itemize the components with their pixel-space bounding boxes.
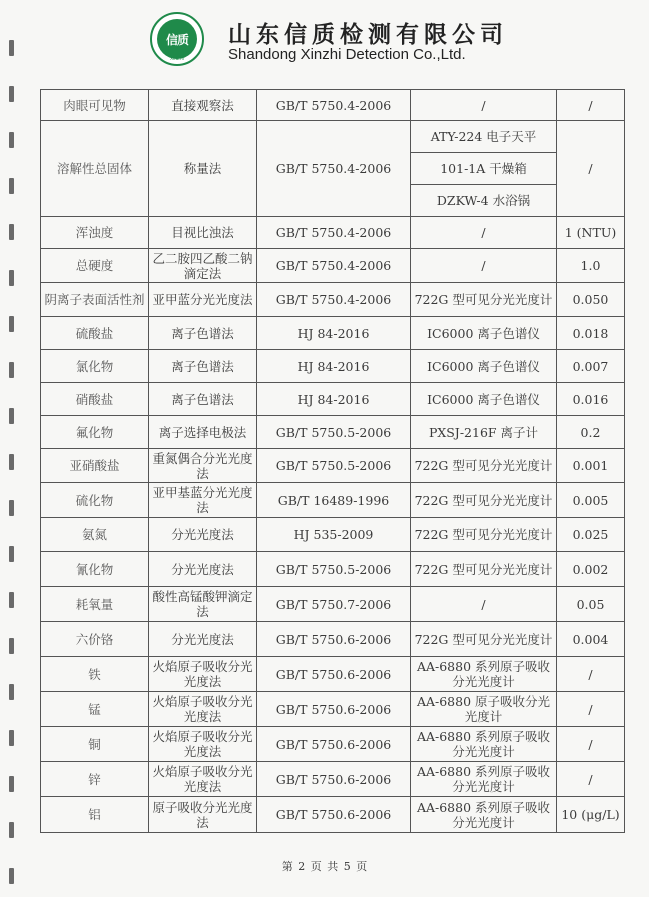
instrument-cell: IC6000 离子色谱仪 [411, 383, 557, 416]
standard-cell: GB/T 5750.6-2006 [257, 762, 411, 797]
method-cell: 目视比浊法 [149, 217, 257, 249]
instrument-cell: PXSJ-216F 离子计 [411, 416, 557, 449]
limit-cell: 0.016 [557, 383, 625, 416]
method-cell: 乙二胺四乙酸二钠滴定法 [149, 249, 257, 283]
item-cell: 肉眼可见物 [41, 90, 149, 121]
standard-cell: GB/T 5750.4-2006 [257, 90, 411, 121]
instrument-cell: / [411, 587, 557, 622]
company-logo-icon [150, 12, 204, 66]
item-cell: 溶解性总固体 [41, 121, 149, 217]
standard-cell: HJ 535-2009 [257, 518, 411, 552]
standard-cell: HJ 84-2016 [257, 317, 411, 350]
item-cell: 阴离子表面活性剂 [41, 283, 149, 317]
method-cell: 离子色谱法 [149, 317, 257, 350]
standard-cell: HJ 84-2016 [257, 350, 411, 383]
limit-cell: 1 (NTU) [557, 217, 625, 249]
method-cell: 分光光度法 [149, 518, 257, 552]
item-cell: 氟化物 [41, 416, 149, 449]
standard-cell: GB/T 5750.5-2006 [257, 449, 411, 483]
table-row [41, 383, 625, 416]
instrument-cell: 722G 型可见分光光度计 [411, 518, 557, 552]
standard-cell: GB/T 5750.5-2006 [257, 416, 411, 449]
limit-cell: / [557, 121, 625, 217]
standard-cell: GB/T 5750.6-2006 [257, 657, 411, 692]
table-row [41, 692, 625, 727]
instrument-cell: ATY-224 电子天平 [411, 121, 557, 153]
logo-text: 信质 [157, 19, 197, 59]
instrument-cell: AA-6880 系列原子吸收分光光度计 [411, 727, 557, 762]
company-name-en: Shandong Xinzhi Detection Co.,Ltd. [228, 46, 466, 63]
limit-cell: 0.007 [557, 350, 625, 383]
instrument-cell: 722G 型可见分光光度计 [411, 622, 557, 657]
table-row [41, 90, 625, 121]
standard-cell: GB/T 5750.6-2006 [257, 692, 411, 727]
standard-cell: GB/T 5750.7-2006 [257, 587, 411, 622]
instrument-cell: 722G 型可见分光光度计 [411, 552, 557, 587]
item-cell: 耗氧量 [41, 587, 149, 622]
table-row [41, 283, 625, 317]
table-row [41, 449, 625, 483]
table-row [41, 483, 625, 518]
instrument-cell: AA-6880 原子吸收分光光度计 [411, 692, 557, 727]
table-row [41, 797, 625, 833]
item-cell: 总硬度 [41, 249, 149, 283]
standard-cell: GB/T 5750.6-2006 [257, 727, 411, 762]
table-row [41, 552, 625, 587]
test-methods-table [40, 89, 625, 833]
limit-cell: 0.005 [557, 483, 625, 518]
limit-cell: / [557, 762, 625, 797]
method-cell: 离子色谱法 [149, 350, 257, 383]
method-cell: 称量法 [149, 121, 257, 217]
table-row [41, 249, 625, 283]
standard-cell: GB/T 5750.6-2006 [257, 622, 411, 657]
limit-cell: 0.050 [557, 283, 625, 317]
method-cell: 分光光度法 [149, 622, 257, 657]
standard-cell: GB/T 16489-1996 [257, 483, 411, 518]
method-cell: 火焰原子吸收分光光度法 [149, 692, 257, 727]
method-cell: 亚甲蓝分光光度法 [149, 283, 257, 317]
table-row [41, 217, 625, 249]
limit-cell: 10 (μg/L) [557, 797, 625, 833]
standard-cell: GB/T 5750.4-2006 [257, 249, 411, 283]
instrument-cell: IC6000 离子色谱仪 [411, 317, 557, 350]
limit-cell: 0.002 [557, 552, 625, 587]
item-cell: 铜 [41, 727, 149, 762]
method-cell: 分光光度法 [149, 552, 257, 587]
method-cell: 直接观察法 [149, 90, 257, 121]
limit-cell: 1.0 [557, 249, 625, 283]
table-row [41, 587, 625, 622]
limit-cell: 0.004 [557, 622, 625, 657]
standard-cell: GB/T 5750.4-2006 [257, 283, 411, 317]
limit-cell: / [557, 692, 625, 727]
instrument-cell: DZKW-4 水浴锅 [411, 185, 557, 217]
standard-cell: GB/T 5750.4-2006 [257, 121, 411, 217]
table-row [41, 518, 625, 552]
item-cell: 亚硝酸盐 [41, 449, 149, 483]
limit-cell: / [557, 727, 625, 762]
logo-subtext: XINZHI [170, 56, 184, 61]
item-cell: 锰 [41, 692, 149, 727]
instrument-cell: 722G 型可见分光光度计 [411, 283, 557, 317]
item-cell: 氰化物 [41, 552, 149, 587]
standard-cell: GB/T 5750.5-2006 [257, 552, 411, 587]
page-number: 第 2 页 共 5 页 [281, 860, 368, 873]
table-row [41, 121, 625, 153]
item-cell: 氨氮 [41, 518, 149, 552]
instrument-cell: 722G 型可见分光光度计 [411, 483, 557, 518]
item-cell: 硝酸盐 [41, 383, 149, 416]
limit-cell: 0.2 [557, 416, 625, 449]
company-name-cn: 山东信质检测有限公司 [228, 22, 508, 48]
instrument-cell: 722G 型可见分光光度计 [411, 449, 557, 483]
standard-cell: GB/T 5750.6-2006 [257, 797, 411, 833]
instrument-cell: AA-6880 系列原子吸收分光光度计 [411, 762, 557, 797]
standard-cell: HJ 84-2016 [257, 383, 411, 416]
item-cell: 硫酸盐 [41, 317, 149, 350]
item-cell: 六价铬 [41, 622, 149, 657]
instrument-cell: / [411, 90, 557, 121]
method-cell: 重氮偶合分光光度法 [149, 449, 257, 483]
method-cell: 离子色谱法 [149, 383, 257, 416]
method-cell: 火焰原子吸收分光光度法 [149, 657, 257, 692]
method-cell: 酸性高锰酸钾滴定法 [149, 587, 257, 622]
limit-cell: 0.001 [557, 449, 625, 483]
instrument-cell: IC6000 离子色谱仪 [411, 350, 557, 383]
limit-cell: 0.025 [557, 518, 625, 552]
item-cell: 铁 [41, 657, 149, 692]
standard-cell: GB/T 5750.4-2006 [257, 217, 411, 249]
table-row [41, 350, 625, 383]
table-row [41, 727, 625, 762]
item-cell: 铝 [41, 797, 149, 833]
binding-holes [9, 40, 15, 890]
instrument-cell: AA-6880 系列原子吸收分光光度计 [411, 797, 557, 833]
method-cell: 原子吸收分光光度法 [149, 797, 257, 833]
instrument-cell: AA-6880 系列原子吸收分光光度计 [411, 657, 557, 692]
limit-cell: / [557, 90, 625, 121]
item-cell: 硫化物 [41, 483, 149, 518]
table-row [41, 622, 625, 657]
table-row [41, 317, 625, 350]
limit-cell: 0.05 [557, 587, 625, 622]
table-row [41, 762, 625, 797]
instrument-cell: / [411, 249, 557, 283]
table-row [41, 657, 625, 692]
method-cell: 离子选择电极法 [149, 416, 257, 449]
letterhead [150, 10, 550, 70]
item-cell: 氯化物 [41, 350, 149, 383]
item-cell: 锌 [41, 762, 149, 797]
method-cell: 火焰原子吸收分光光度法 [149, 727, 257, 762]
instrument-cell: 101-1A 干燥箱 [411, 153, 557, 185]
instrument-cell: / [411, 217, 557, 249]
limit-cell: / [557, 657, 625, 692]
method-cell: 火焰原子吸收分光光度法 [149, 762, 257, 797]
limit-cell: 0.018 [557, 317, 625, 350]
item-cell: 浑浊度 [41, 217, 149, 249]
table-row [41, 416, 625, 449]
method-cell: 亚甲基蓝分光光度法 [149, 483, 257, 518]
